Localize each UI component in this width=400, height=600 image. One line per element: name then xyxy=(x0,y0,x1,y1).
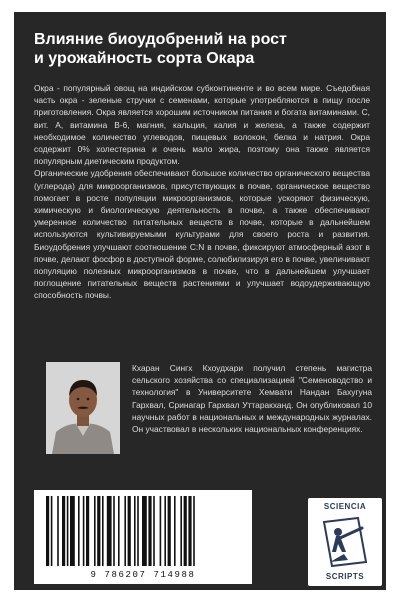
barcode-bar xyxy=(57,496,59,566)
isbn-number: 9 786207 714988 xyxy=(90,570,196,580)
barcode-bar xyxy=(102,496,104,566)
barcode-bar xyxy=(193,496,195,566)
publisher-name-top: SCIENCIA xyxy=(323,502,367,511)
title-line-1: Влияние биоудобрений на рост xyxy=(34,31,287,48)
barcode-bar xyxy=(94,496,96,566)
barcode-bar xyxy=(174,496,176,566)
book-title xyxy=(34,30,374,68)
back-cover xyxy=(14,12,386,590)
barcode-bar xyxy=(142,496,147,566)
title-line-2: и урожайность сорта Окара xyxy=(34,50,255,67)
publisher-name-bottom: SCRIPTS xyxy=(325,572,365,581)
isbn-barcode xyxy=(34,490,252,584)
barcode-bar xyxy=(70,496,75,566)
barcode-bar xyxy=(83,496,85,566)
barcode-bar xyxy=(148,496,151,566)
barcode-bar xyxy=(51,496,53,566)
barcode-bar xyxy=(160,496,162,566)
description xyxy=(34,82,370,302)
author-photo xyxy=(46,362,120,454)
barcode-bar xyxy=(86,496,89,566)
barcode-bar xyxy=(180,496,182,566)
barcode-bar xyxy=(188,496,191,566)
barcode-bar xyxy=(78,496,80,566)
author-bio: Кхаран Сингх Кхоудхари получил степень магистра сельского хозяйства со специализацией "Семеноводство и технология" в Университете Хемвати Нандан Бахугуна Гархвал, Сринагар Гархвал Уттаракханд. Он опубликовал 10 научных работ в национальных и международных журналах. Он участвовал в нескольких национальных конференциях. xyxy=(132,363,372,435)
barcode-bar xyxy=(184,496,187,566)
barcode xyxy=(42,496,244,568)
publisher-logo-figure-icon xyxy=(318,514,372,570)
description-paragraph-2: Органические удобрения обеспечивают большое количество органического вещества (углерода) для микроорганизмов, присутствующих в почве, органическое вещество помогает в росте популяции микроорганизмов, которые ускоряют физическую, химическую и биологическую деятельность в почве, а также обеспечивают умеренное количество питательных веществ в почве, которые в дальнейшем используются культивируемыми культурами для своего роста и развития. Биоудобрения улучшают соотношение C:N в почве, фиксируют атмосферный азот в почве, делают фосфор в доступной форме, солюбилизируя его в почве, увеличивают популяцию полезных микроорганизмов в почве, что в дальнейшем улучшает поглощение питательных веществ растениями и улучшает водоудерживающую способность почвы. xyxy=(34,168,370,301)
barcode-bar xyxy=(97,496,100,566)
description-paragraph-1: Окра - популярный овощ на индийском субконтиненте и во всем мире. Съедобная часть окра - зеленые стручки с семенами, которые употребляются в пищу после приготовления. Окра является хорошим источником питания и богата витаминами. С, вит. А, витамина В-6, магния, кальция, калия и железа, а также содержит необходимое количество углеводов, пищевых волокон, белка и натрия. Окра содержит 0% холестерина и очень мало жира, поэтому она также является популярным диетическим продуктом. xyxy=(34,83,370,167)
barcode-bar xyxy=(67,496,69,566)
publisher-logo xyxy=(308,498,382,586)
barcode-bar xyxy=(124,496,126,566)
barcode-bar xyxy=(137,496,139,566)
barcode-bar xyxy=(164,496,166,566)
barcode-bar xyxy=(46,496,49,566)
author-portrait-icon xyxy=(46,362,120,454)
barcode-bar xyxy=(168,496,171,566)
barcode-bar xyxy=(128,496,131,566)
barcode-bar xyxy=(134,496,136,566)
barcode-bar xyxy=(113,496,115,566)
barcode-bar xyxy=(107,496,112,566)
barcode-bar xyxy=(153,496,155,566)
barcode-bar xyxy=(118,496,120,566)
barcode-bar xyxy=(62,496,65,566)
